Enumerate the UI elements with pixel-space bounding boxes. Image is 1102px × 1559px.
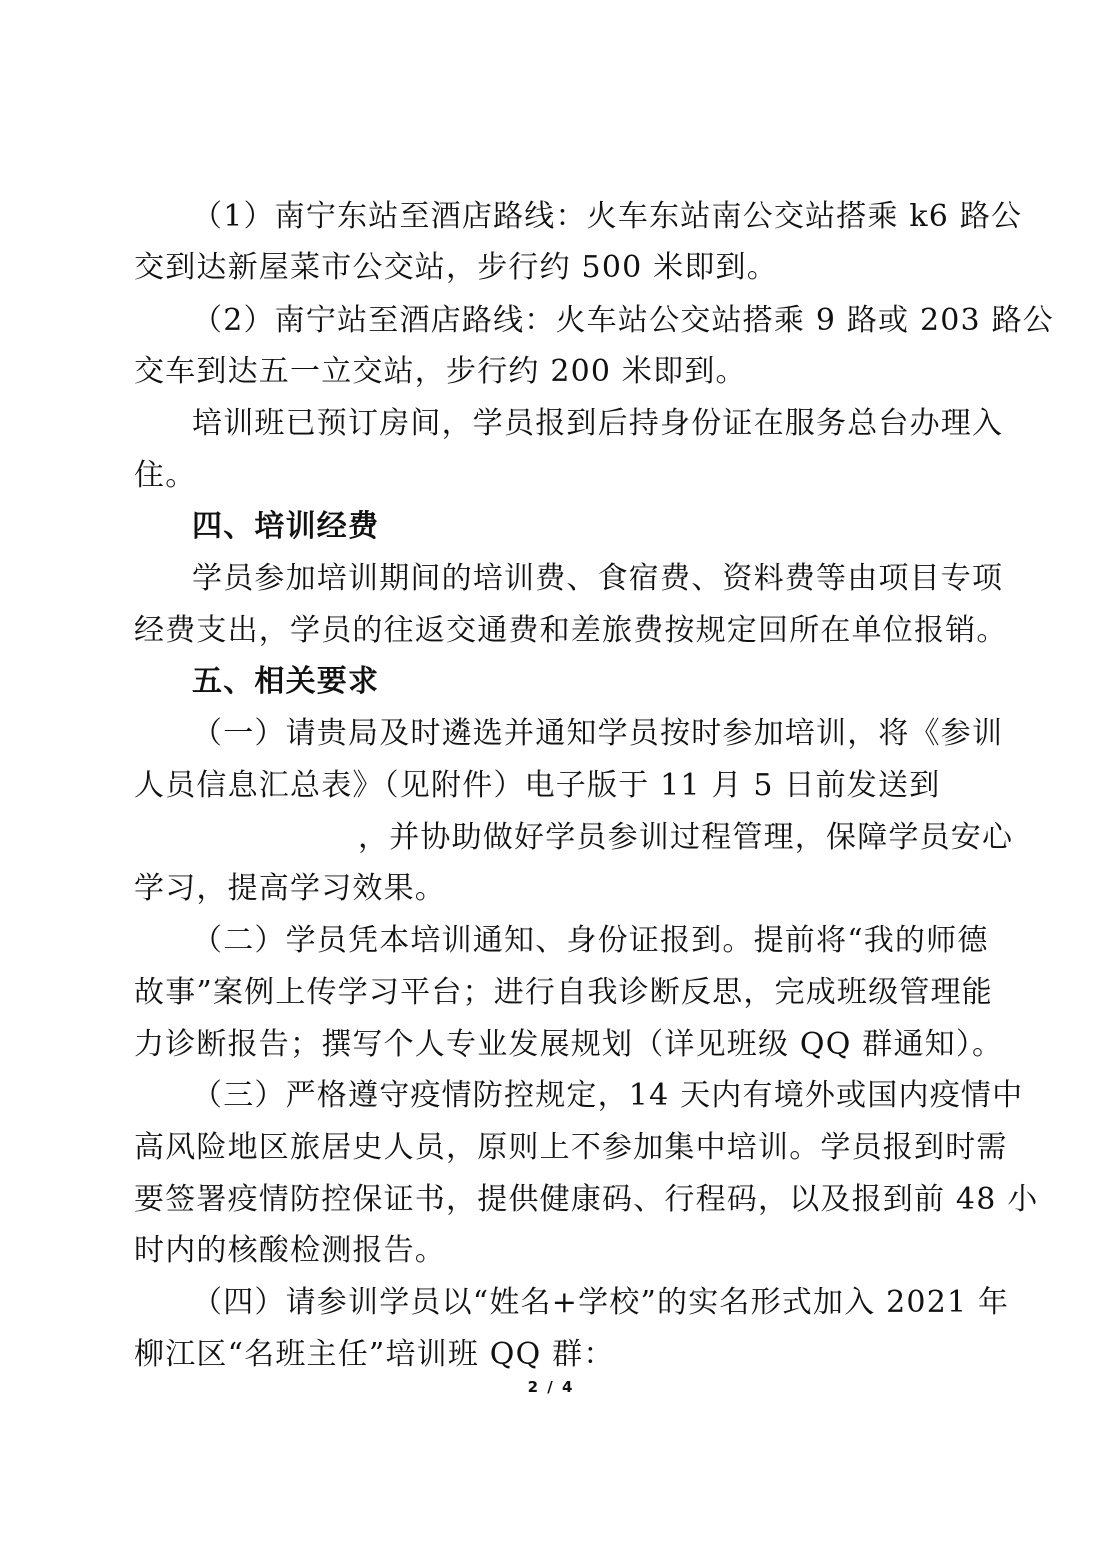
req2-line-2: 故事”案例上传学习平台；进行自我诊断反思，完成班级管理能 [134, 975, 993, 1010]
route1-line-2: 交到达新屋菜市公交站，步行约 500 米即到。 [134, 250, 778, 285]
funding-line-2: 经费支出，学员的往返交通费和差旅费按规定回所在单位报销。 [134, 613, 1008, 648]
funding-line-1: 学员参加培训期间的培训费、食宿费、资料费等由项目专项 [192, 561, 1004, 596]
section-5-heading: 五、相关要求 [192, 664, 380, 699]
route2-line-1: （2）南宁站至酒店路线：火车站公交站搭乘 9 路或 203 路公 [192, 303, 1054, 338]
req3-line-1: （三）严格遵守疫情防控规定，14 天内有境外或国内疫情中 [192, 1078, 1024, 1113]
req4-line-1: （四）请参训学员以“姓名+学校”的实名形式加入 2021 年 [192, 1285, 1010, 1320]
req1-line-2: 人员信息汇总表》（见附件）电子版于 11 月 5 日前发送到 [134, 768, 941, 803]
req3-line-3: 要签署疫情防控保证书，提供健康码、行程码，以及报到前 48 小 [134, 1182, 1039, 1217]
req2-line-1: （二）学员凭本培训通知、身份证报到。提前将“我的师德 [192, 923, 989, 958]
req1-line-1: （一）请贵局及时遴选并通知学员按时参加培训，将《参训 [192, 716, 1004, 751]
page-number: 2 / 4 [527, 1378, 575, 1396]
req1-line-3: ，并协助做好学员参训过程管理，保障学员安心 [358, 820, 1014, 855]
section-4-heading: 四、培训经费 [192, 509, 380, 544]
room-line-1: 培训班已预订房间，学员报到后持身份证在服务总台办理入 [192, 406, 1004, 441]
req4-line-2: 柳江区“名班主任”培训班 QQ 群： [134, 1337, 615, 1372]
room-line-2: 住。 [134, 458, 197, 493]
req3-line-2: 高风险地区旅居史人员，原则上不参加集中培训。学员报到时需 [134, 1130, 1008, 1165]
route2-line-2: 交车到达五一立交站，步行约 200 米即到。 [134, 354, 747, 389]
req1-line-4: 学习，提高学习效果。 [134, 871, 446, 906]
req3-line-4: 时内的核酸检测报告。 [134, 1233, 446, 1268]
route1-line-1: （1）南宁东站至酒店路线：火车东站南公交站搭乘 k6 路公 [192, 199, 1023, 234]
req2-line-3: 力诊断报告；撰写个人专业发展规划（详见班级 QQ 群通知）。 [134, 1027, 1004, 1062]
